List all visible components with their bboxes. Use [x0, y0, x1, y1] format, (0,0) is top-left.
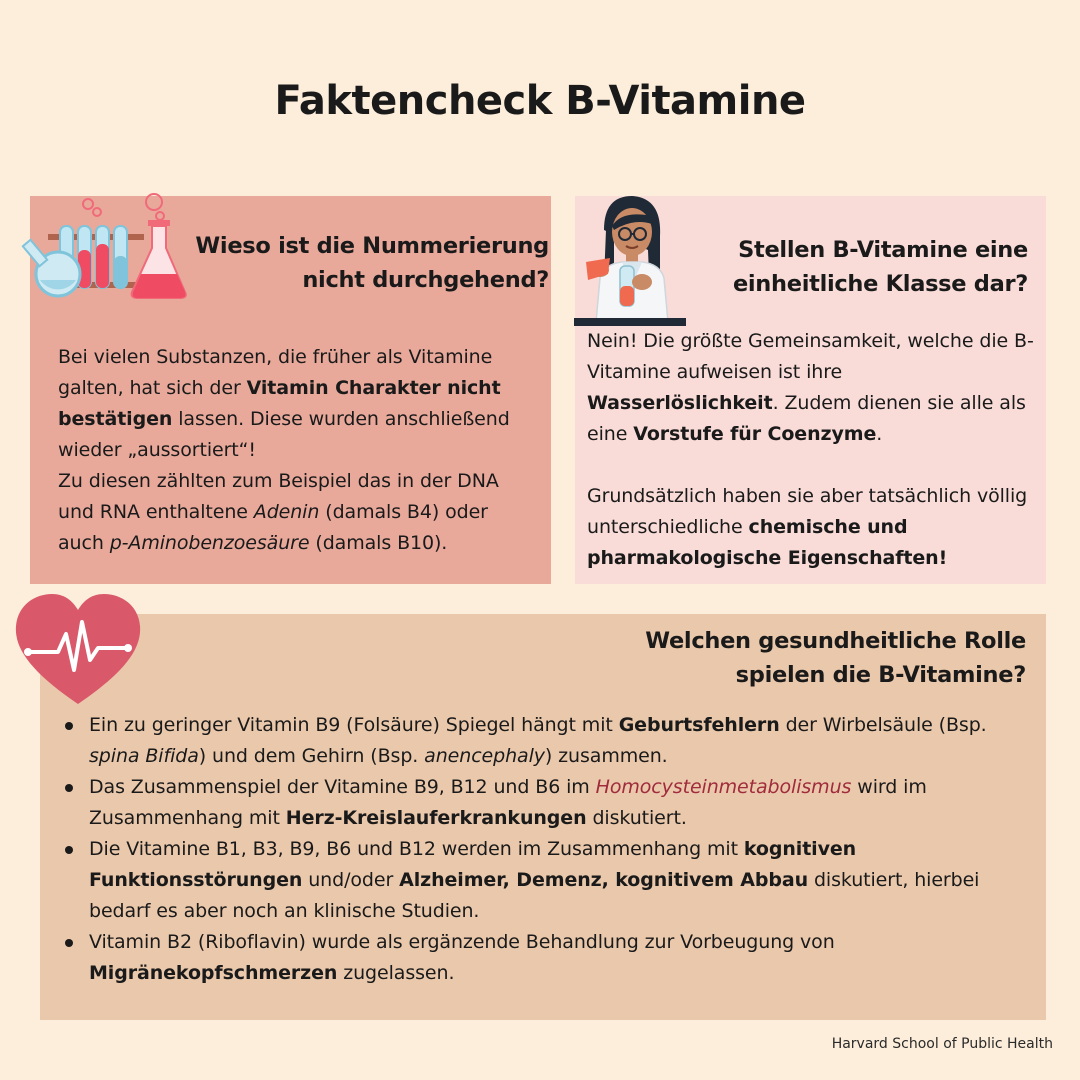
source-credit: Harvard School of Public Health	[831, 1036, 1053, 1052]
text-fragment: .	[876, 423, 883, 445]
emphasis: Alzheimer, Demenz, kognitivem Abbau	[399, 869, 809, 891]
page-title: Faktencheck B-Vitamine	[274, 78, 806, 124]
list-item	[89, 834, 1009, 927]
emphasis: Vitamin Charakter nicht bestätigen	[58, 377, 501, 430]
emphasis-italic: p-Aminobenzoesäure	[109, 532, 310, 554]
heading-line: Wieso ist die Nummerierung	[195, 233, 549, 259]
lab-glassware-icon	[20, 190, 190, 308]
card-health	[40, 614, 1046, 1020]
text-fragment: Die Vitamine B1, B3, B9, B6 und B12 werden im Zusammenhang mit	[89, 838, 744, 860]
text-fragment: (damals B4) oder auch	[58, 501, 488, 554]
highlight-term: Homocysteinmetabolismus	[595, 776, 852, 798]
emphasis: Wasserlöslichkeit	[587, 392, 773, 414]
text-fragment: Grundsätzlich haben sie aber tatsächlich völlig unterschiedliche	[587, 485, 1028, 538]
emphasis-italic: Adenin	[253, 501, 320, 523]
text-fragment: wird im Zusammenhang mit	[89, 776, 927, 829]
text-fragment: zugelassen.	[337, 962, 455, 984]
heartbeat-icon	[14, 594, 142, 706]
heading-line: Welchen gesundheitliche Rolle	[645, 628, 1026, 654]
text-fragment: Zu diesen zählten zum Beispiel das in der DNA und RNA enthaltene	[58, 470, 499, 523]
heading-line: spielen die B-Vitamine?	[735, 662, 1026, 688]
scientist-icon	[574, 190, 686, 328]
list-item	[89, 927, 1009, 989]
text-fragment: Das Zusammenspiel der Vitamine B9, B12 und B6 im	[89, 776, 596, 798]
emphasis-italic: spina Bifida	[89, 745, 199, 767]
list-item	[89, 710, 1009, 772]
card-class-heading	[698, 233, 1028, 301]
heading-line: Stellen B-Vitamine eine	[738, 237, 1028, 263]
card-numbering-text	[58, 342, 538, 559]
text-fragment: Ein zu geringer Vitamin B9 (Folsäure) Spiegel hängt mit	[89, 714, 619, 736]
emphasis: Vorstufe für Coenzyme	[633, 423, 877, 445]
list-item	[89, 772, 1009, 834]
emphasis: Geburtsfehlern	[618, 714, 780, 736]
text-fragment: lassen. Diese wurden anschließend wieder „aussortiert“!	[58, 408, 510, 461]
emphasis: chemische und pharmakologische Eigenschaften!	[587, 516, 948, 569]
text-fragment: diskutiert.	[586, 807, 687, 829]
card-class-text	[587, 326, 1039, 574]
text-fragment: (damals B10).	[309, 532, 448, 554]
emphasis: Migränekopfschmerzen	[89, 962, 338, 984]
emphasis: kognitiven Funktionsstörungen	[89, 838, 857, 891]
heading-line: einheitliche Klasse dar?	[732, 271, 1028, 297]
health-bullet-list	[89, 710, 1009, 989]
card-numbering-heading	[169, 229, 549, 297]
card-health-heading	[466, 624, 1026, 692]
text-fragment: . Zudem dienen sie alle als eine	[587, 392, 1026, 445]
text-fragment: diskutiert, hierbei bedarf es aber noch an klinische Studien.	[89, 869, 980, 922]
text-fragment: und/oder	[302, 869, 400, 891]
text-fragment: Bei vielen Substanzen, die früher als Vitamine galten, hat sich der	[58, 346, 493, 399]
heading-line: nicht durchgehend?	[302, 267, 549, 293]
text-fragment: Nein! Die größte Gemeinsamkeit, welche die B-Vitamine aufweisen ist ihre	[587, 330, 1034, 383]
text-fragment: Vitamin B2 (Riboflavin) wurde als ergänzende Behandlung zur Vorbeugung von	[89, 931, 835, 953]
emphasis-italic: anencephaly	[424, 745, 545, 767]
text-fragment: der Wirbelsäule (Bsp.	[779, 714, 987, 736]
text-fragment: ) und dem Gehirn (Bsp.	[198, 745, 425, 767]
emphasis: Herz-Kreislauferkrankungen	[285, 807, 587, 829]
text-fragment: ) zusammen.	[544, 745, 668, 767]
